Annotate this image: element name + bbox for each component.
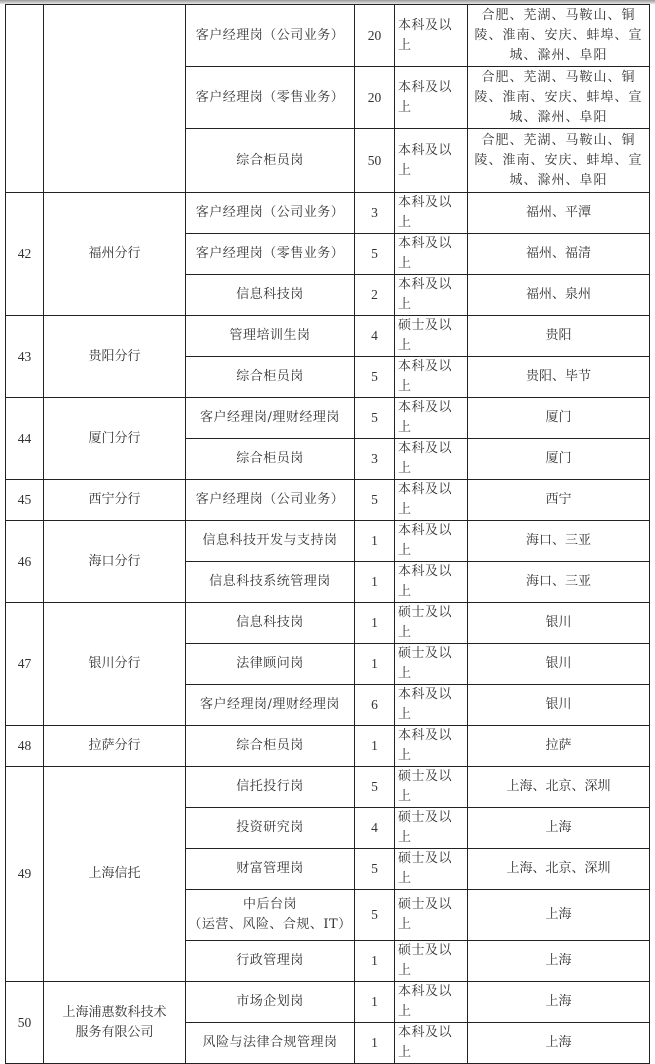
education-cell: 本科及以上 xyxy=(395,521,468,562)
table-row xyxy=(6,982,650,1023)
org-cell: 福州分行 xyxy=(44,193,186,316)
count-cell: 5 xyxy=(355,849,395,890)
location-cell: 银川 xyxy=(468,603,650,644)
table-row xyxy=(6,398,650,439)
count-cell: 1 xyxy=(355,644,395,685)
org-cell: 贵阳分行 xyxy=(44,316,186,398)
education-cell: 硕士及以上 xyxy=(395,603,468,644)
education-cell: 本科及以上 xyxy=(395,982,468,1023)
table-row xyxy=(6,316,650,357)
org-line-2: 服务有限公司 xyxy=(75,1024,154,1040)
location-cell: 上海 xyxy=(468,1023,650,1064)
count-cell: 1 xyxy=(355,726,395,767)
index-cell: 43 xyxy=(6,316,44,398)
index-cell: 46 xyxy=(6,521,44,603)
count-cell: 6 xyxy=(355,685,395,726)
position-cell: 客户经理岗（零售业务） xyxy=(186,234,355,275)
location-cell: 上海 xyxy=(468,890,650,941)
education-cell: 本科及以上 xyxy=(395,193,468,234)
index-cell: 49 xyxy=(6,767,44,982)
position-cell: 风险与法律合规管理岗 xyxy=(186,1023,355,1064)
education-cell: 本科及以上 xyxy=(395,480,468,521)
count-cell: 4 xyxy=(355,316,395,357)
location-cell: 贵阳、毕节 xyxy=(468,357,650,398)
education-cell: 本科及以上 xyxy=(395,685,468,726)
location-cell: 福州、平潭 xyxy=(468,193,650,234)
position-cell: 客户经理岗（零售业务） xyxy=(186,67,355,129)
location-cell: 海口、三亚 xyxy=(468,562,650,603)
count-cell: 5 xyxy=(355,234,395,275)
count-cell: 5 xyxy=(355,767,395,808)
position-line-2: （运营、风险、合规、IT） xyxy=(188,917,352,932)
index-cell xyxy=(6,5,44,193)
position-cell: 客户经理岗（公司业务） xyxy=(186,5,355,67)
position-cell: 管理培训生岗 xyxy=(186,316,355,357)
position-cell: 信息科技岗 xyxy=(186,275,355,316)
education-cell: 本科及以上 xyxy=(395,1023,468,1064)
position-cell: 法律顾问岗 xyxy=(186,644,355,685)
table-row xyxy=(6,5,650,67)
location-cell: 拉萨 xyxy=(468,726,650,767)
table-row xyxy=(6,193,650,234)
position-cell: 财富管理岗 xyxy=(186,849,355,890)
education-cell: 本科及以上 xyxy=(395,234,468,275)
location-cell: 厦门 xyxy=(468,398,650,439)
org-cell: 银川分行 xyxy=(44,603,186,726)
count-cell: 4 xyxy=(355,808,395,849)
education-cell: 硕士及以上 xyxy=(395,941,468,982)
position-cell: 客户经理岗（公司业务） xyxy=(186,193,355,234)
position-line-1: 中后台岗 xyxy=(242,897,297,912)
location-cell: 厦门 xyxy=(468,439,650,480)
table-row xyxy=(6,521,650,562)
education-cell: 硕士及以上 xyxy=(395,316,468,357)
count-cell: 20 xyxy=(355,5,395,67)
location-cell: 上海、北京、深圳 xyxy=(468,849,650,890)
index-cell: 44 xyxy=(6,398,44,480)
location-cell: 海口、三亚 xyxy=(468,521,650,562)
education-cell: 本科及以上 xyxy=(395,129,468,193)
count-cell: 1 xyxy=(355,521,395,562)
org-cell xyxy=(44,5,186,193)
count-cell: 3 xyxy=(355,439,395,480)
position-cell: 综合柜员岗 xyxy=(186,129,355,193)
position-cell: 客户经理岗（公司业务） xyxy=(186,480,355,521)
count-cell: 1 xyxy=(355,982,395,1023)
count-cell: 20 xyxy=(355,67,395,129)
education-cell: 本科及以上 xyxy=(395,726,468,767)
position-cell: 综合柜员岗 xyxy=(186,357,355,398)
table-row xyxy=(6,726,650,767)
position-cell: 客户经理岗/理财经理岗 xyxy=(186,398,355,439)
position-cell: 市场企划岗 xyxy=(186,982,355,1023)
location-cell: 合肥、芜湖、马鞍山、铜陵、淮南、安庆、蚌埠、宣城、滁州、阜阳 xyxy=(468,67,650,129)
education-cell: 本科及以上 xyxy=(395,398,468,439)
count-cell: 5 xyxy=(355,357,395,398)
education-cell: 本科及以上 xyxy=(395,275,468,316)
location-cell: 合肥、芜湖、马鞍山、铜陵、淮南、安庆、蚌埠、宣城、滁州、阜阳 xyxy=(468,5,650,67)
org-cell xyxy=(44,982,186,1064)
location-cell: 西宁 xyxy=(468,480,650,521)
position-cell: 投资研究岗 xyxy=(186,808,355,849)
education-cell: 硕士及以上 xyxy=(395,890,468,941)
education-cell: 硕士及以上 xyxy=(395,767,468,808)
position-cell: 信息科技岗 xyxy=(186,603,355,644)
education-cell: 本科及以上 xyxy=(395,5,468,67)
location-cell: 福州、福清 xyxy=(468,234,650,275)
position-cell xyxy=(186,890,355,941)
org-cell: 西宁分行 xyxy=(44,480,186,521)
location-cell: 合肥、芜湖、马鞍山、铜陵、淮南、安庆、蚌埠、宣城、滁州、阜阳 xyxy=(468,129,650,193)
position-cell: 综合柜员岗 xyxy=(186,439,355,480)
table-row xyxy=(6,480,650,521)
index-cell: 48 xyxy=(6,726,44,767)
count-cell: 1 xyxy=(355,1023,395,1064)
index-cell: 50 xyxy=(6,982,44,1064)
count-cell: 50 xyxy=(355,129,395,193)
table-row xyxy=(6,767,650,808)
location-cell: 银川 xyxy=(468,685,650,726)
count-cell: 1 xyxy=(355,562,395,603)
education-cell: 本科及以上 xyxy=(395,562,468,603)
position-cell: 综合柜员岗 xyxy=(186,726,355,767)
count-cell: 1 xyxy=(355,603,395,644)
count-cell: 3 xyxy=(355,193,395,234)
location-cell: 贵阳 xyxy=(468,316,650,357)
education-cell: 本科及以上 xyxy=(395,357,468,398)
table-row xyxy=(6,603,650,644)
position-cell: 信托投行岗 xyxy=(186,767,355,808)
index-cell: 47 xyxy=(6,603,44,726)
index-cell: 42 xyxy=(6,193,44,316)
org-cell: 上海信托 xyxy=(44,767,186,982)
org-cell: 海口分行 xyxy=(44,521,186,603)
education-cell: 本科及以上 xyxy=(395,67,468,129)
org-cell: 拉萨分行 xyxy=(44,726,186,767)
org-line-1: 上海浦惠数科技术 xyxy=(62,1004,167,1020)
count-cell: 2 xyxy=(355,275,395,316)
education-cell: 本科及以上 xyxy=(395,439,468,480)
education-cell: 硕士及以上 xyxy=(395,849,468,890)
count-cell: 5 xyxy=(355,480,395,521)
location-cell: 银川 xyxy=(468,644,650,685)
position-cell: 行政管理岗 xyxy=(186,941,355,982)
education-cell: 硕士及以上 xyxy=(395,644,468,685)
location-cell: 上海 xyxy=(468,808,650,849)
position-cell: 信息科技系统管理岗 xyxy=(186,562,355,603)
location-cell: 上海 xyxy=(468,982,650,1023)
education-cell: 硕士及以上 xyxy=(395,808,468,849)
recruitment-table xyxy=(5,4,650,1064)
count-cell: 5 xyxy=(355,890,395,941)
location-cell: 上海、北京、深圳 xyxy=(468,767,650,808)
position-cell: 客户经理岗/理财经理岗 xyxy=(186,685,355,726)
count-cell: 1 xyxy=(355,941,395,982)
org-cell: 厦门分行 xyxy=(44,398,186,480)
count-cell: 5 xyxy=(355,398,395,439)
location-cell: 上海 xyxy=(468,941,650,982)
location-cell: 福州、泉州 xyxy=(468,275,650,316)
position-cell: 信息科技开发与支持岗 xyxy=(186,521,355,562)
index-cell: 45 xyxy=(6,480,44,521)
